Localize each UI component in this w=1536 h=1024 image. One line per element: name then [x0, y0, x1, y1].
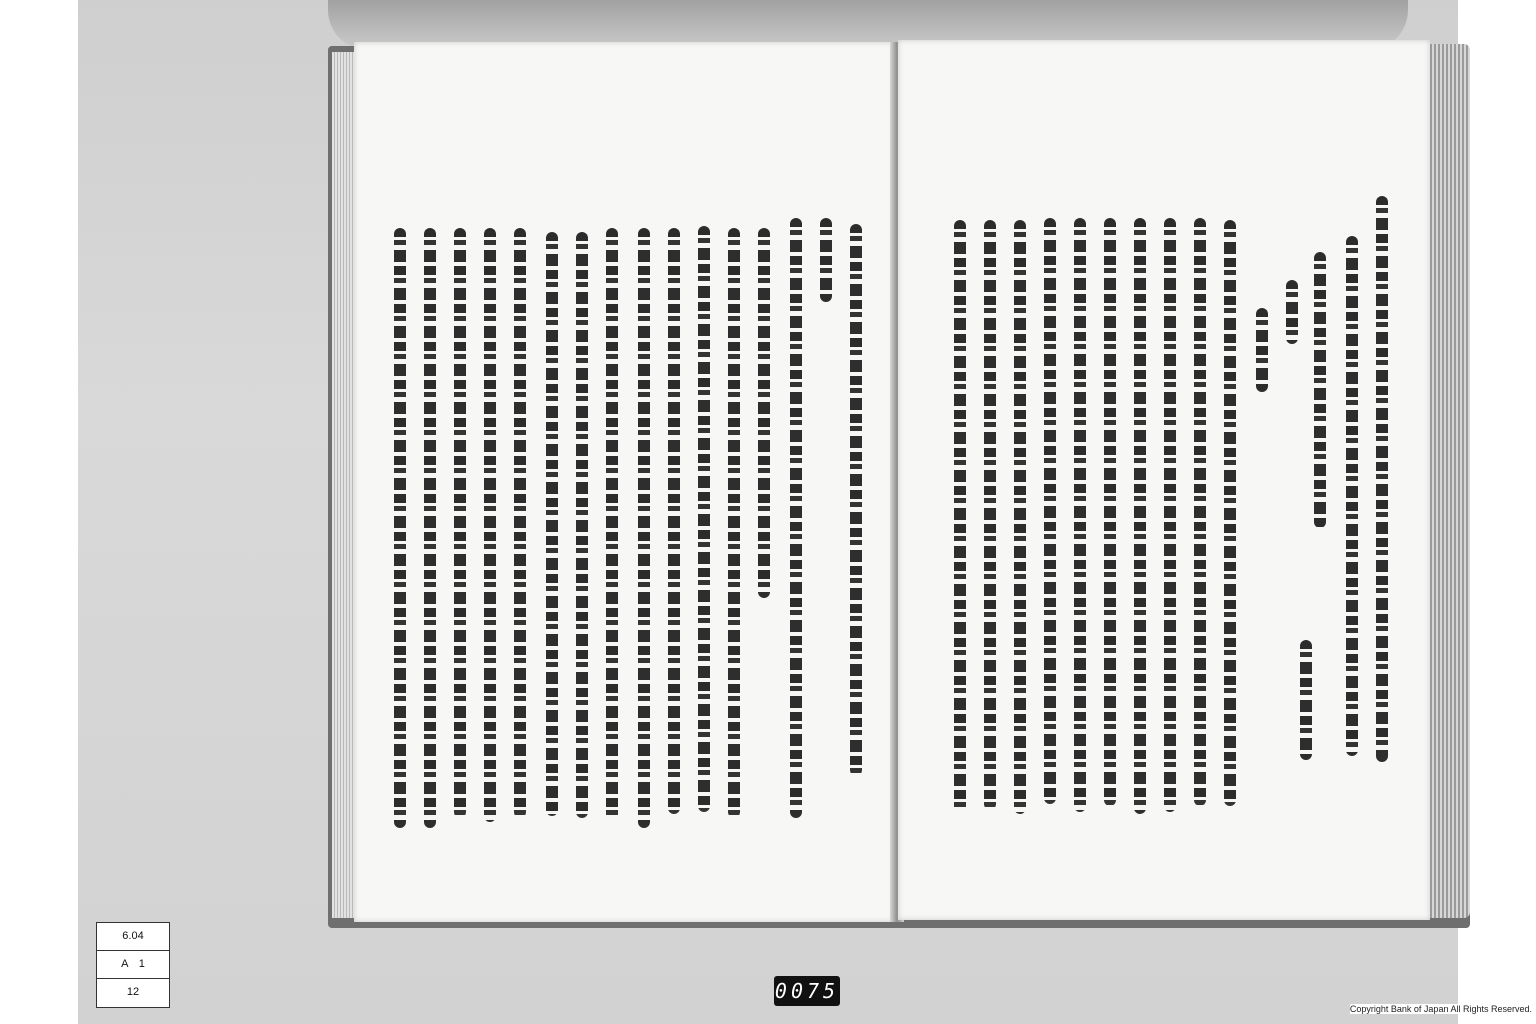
handwriting-column [1074, 218, 1086, 812]
handwriting-column [1164, 218, 1176, 812]
handwriting-column [1104, 218, 1116, 806]
handwriting-column [1014, 220, 1026, 814]
handwriting-column [954, 220, 966, 812]
handwriting-column [728, 228, 740, 818]
handwriting-column [454, 228, 466, 818]
handwriting-column [1286, 280, 1298, 344]
handwriting-column [576, 232, 588, 818]
right-page-stack [1426, 44, 1470, 918]
handwriting-column [1314, 252, 1326, 528]
handwriting-column [1044, 218, 1056, 804]
handwriting-column [1224, 220, 1236, 806]
handwriting-column [1300, 640, 1312, 760]
handwriting-column [1346, 236, 1358, 756]
handwriting-column [606, 228, 618, 820]
handwriting-column [668, 228, 680, 814]
catalog-label [96, 922, 170, 1008]
catalog-label-line: 12 [126, 986, 140, 998]
catalog-label-line: A 1 [97, 951, 169, 979]
handwriting-column [394, 228, 406, 828]
left-page-stack [332, 52, 356, 918]
handwriting-column [1134, 218, 1146, 814]
frame-number: 0075 [774, 976, 840, 1006]
handwriting-column [1256, 308, 1268, 392]
handwriting-column [424, 228, 436, 828]
handwriting-column [820, 218, 832, 302]
handwriting-column [758, 228, 770, 598]
open-ledger-book [328, 38, 1470, 928]
handwriting-column [1376, 196, 1388, 762]
right-page [898, 40, 1430, 920]
handwriting-column [850, 224, 862, 776]
handwriting-column [698, 226, 710, 812]
handwriting-column [484, 228, 496, 822]
copyright-notice: Copyright Bank of Japan All Rights Reserved. [1349, 1004, 1532, 1014]
handwriting-column [546, 232, 558, 816]
handwriting-column [638, 228, 650, 828]
scan-background [78, 0, 1458, 1024]
left-page [354, 42, 894, 922]
handwriting-column [1194, 218, 1206, 806]
catalog-label-line: 6.04 [97, 923, 169, 951]
handwriting-column [984, 220, 996, 810]
handwriting-column [514, 228, 526, 818]
handwriting-column [790, 218, 802, 818]
